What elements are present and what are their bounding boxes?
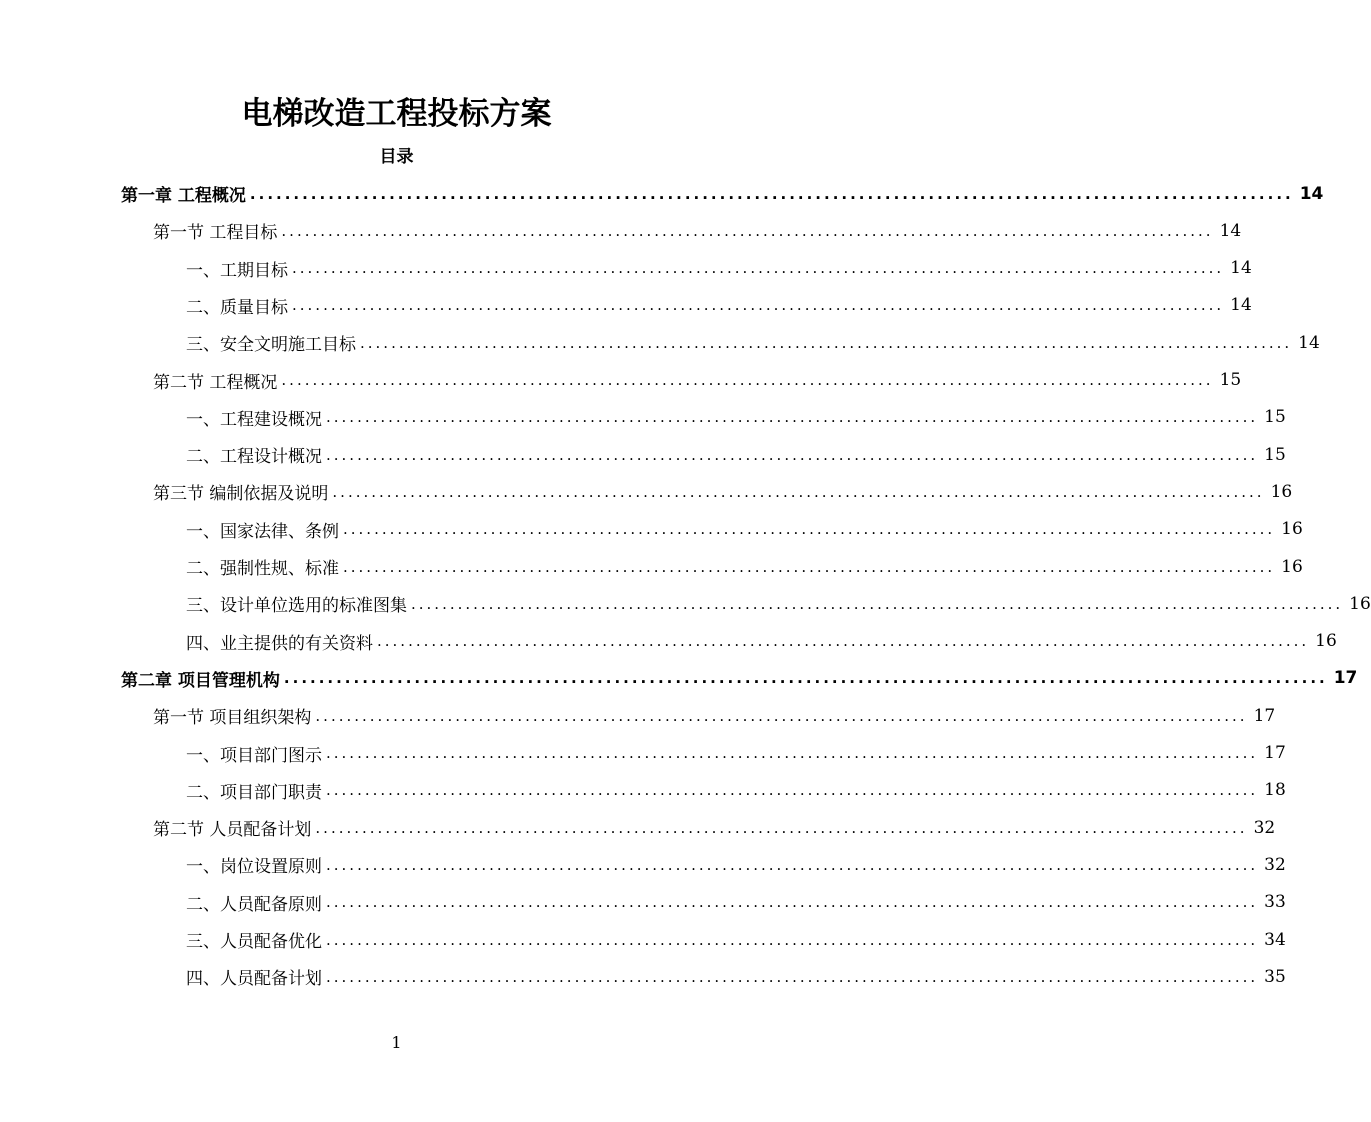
toc-entry-page: 16 bbox=[1315, 631, 1337, 652]
toc-entry-page: 32 bbox=[1253, 817, 1276, 838]
toc-entry[interactable] bbox=[153, 697, 1276, 734]
toc-dot-leader: ........................................................................................................................ bbox=[377, 632, 1310, 651]
toc-entry[interactable] bbox=[186, 623, 1337, 660]
toc-entry-label: 一、项目部门图示 bbox=[186, 745, 322, 766]
toc-entry-label: 一、工程建设概况 bbox=[186, 409, 322, 430]
toc-entry[interactable] bbox=[186, 846, 1286, 883]
toc-entry-label: 第二节 工程概况 bbox=[153, 372, 278, 393]
toc-entry-page: 14 bbox=[1219, 220, 1242, 241]
toc-entry-label: 第二章 项目管理机构 bbox=[121, 670, 280, 691]
toc-entry[interactable] bbox=[186, 772, 1286, 809]
toc-entry-page: 16 bbox=[1281, 556, 1303, 577]
toc-entry-page: 18 bbox=[1264, 780, 1286, 801]
toc-entry[interactable] bbox=[186, 735, 1286, 772]
toc-dot-leader: ........................................................................................................................ bbox=[326, 893, 1259, 912]
toc-entry-label: 二、工程设计概况 bbox=[186, 447, 322, 468]
toc-entry-page: 14 bbox=[1299, 183, 1324, 204]
toc-entry-page: 15 bbox=[1219, 370, 1242, 390]
toc-entry-label: 二、强制性规、标准 bbox=[186, 559, 339, 579]
toc-entry-page: 35 bbox=[1264, 966, 1286, 987]
toc-entry[interactable] bbox=[186, 324, 1320, 361]
toc-entry[interactable] bbox=[186, 511, 1303, 548]
toc-entry-page: 33 bbox=[1264, 892, 1286, 913]
toc-entry[interactable] bbox=[121, 175, 1324, 212]
toc-entry-page: 15 bbox=[1264, 444, 1286, 465]
toc-entry-label: 第一节 项目组织架构 bbox=[153, 708, 312, 729]
toc-entry-label: 第二节 人员配备计划 bbox=[153, 820, 312, 841]
toc-entry[interactable] bbox=[186, 585, 1371, 622]
toc-entry-label: 一、工期目标 bbox=[186, 260, 288, 281]
toc-dot-leader: ........................................................................................................................ bbox=[343, 557, 1276, 576]
toc-dot-leader: ........................................................................................................................ bbox=[343, 520, 1276, 539]
toc-entry-label: 四、人员配备计划 bbox=[186, 969, 322, 990]
toc-entry-label: 一、国家法律、条例 bbox=[186, 521, 339, 542]
toc-entry-label: 二、人员配备原则 bbox=[186, 894, 322, 915]
toc-entry-label: 二、质量目标 bbox=[186, 297, 288, 318]
toc-entry[interactable] bbox=[153, 473, 1293, 510]
toc-entry-page: 16 bbox=[1281, 519, 1303, 540]
toc-dot-leader: ........................................................................................................................ bbox=[249, 184, 1294, 203]
toc-dot-leader: ........................................................................................................................ bbox=[315, 818, 1248, 837]
toc-entry-label: 四、业主提供的有关资料 bbox=[186, 633, 373, 654]
toc-dot-leader: ........................................................................................................................ bbox=[281, 221, 1214, 240]
toc-dot-leader: ........................................................................................................................ bbox=[326, 855, 1259, 874]
toc-dot-leader: ........................................................................................................................ bbox=[283, 669, 1328, 688]
toc-entry-label: 一、岗位设置原则 bbox=[186, 857, 322, 878]
document-title: 电梯改造工程投标方案 bbox=[241, 96, 552, 132]
toc-dot-leader: ........................................................................................................................ bbox=[292, 259, 1225, 278]
toc-entry[interactable] bbox=[186, 436, 1286, 473]
toc-entry[interactable] bbox=[153, 362, 1242, 399]
toc-entry-label: 第三节 编制依据及说明 bbox=[153, 484, 329, 505]
toc-dot-leader: ........................................................................................................................ bbox=[326, 408, 1259, 427]
toc-entry-label: 第一章 工程概况 bbox=[121, 186, 246, 206]
toc-entry[interactable] bbox=[121, 660, 1358, 697]
toc-entry[interactable] bbox=[186, 921, 1286, 958]
toc-entry[interactable] bbox=[186, 958, 1286, 995]
toc-dot-leader: ........................................................................................................................ bbox=[326, 930, 1259, 949]
toc-dot-leader: ........................................................................................................................ bbox=[292, 296, 1225, 315]
toc-entry-page: 17 bbox=[1333, 668, 1358, 689]
toc-entry-page: 14 bbox=[1230, 295, 1252, 316]
toc-dot-leader: ........................................................................................................................ bbox=[411, 594, 1344, 613]
toc-dot-leader: ........................................................................................................................ bbox=[326, 967, 1259, 986]
toc-entry[interactable] bbox=[153, 809, 1276, 846]
toc-entry[interactable] bbox=[153, 212, 1242, 249]
toc-entry[interactable] bbox=[186, 399, 1286, 436]
toc-dot-leader: ........................................................................................................................ bbox=[281, 371, 1214, 389]
toc-entry-page: 16 bbox=[1349, 593, 1371, 614]
toc-entry[interactable] bbox=[186, 287, 1252, 324]
toc-entry[interactable] bbox=[186, 548, 1303, 585]
toc-entry-page: 17 bbox=[1253, 705, 1276, 726]
toc-entry[interactable] bbox=[186, 250, 1252, 287]
toc-entry-label: 三、安全文明施工目标 bbox=[186, 335, 356, 356]
toc-entry-page: 32 bbox=[1264, 854, 1286, 875]
toc-dot-leader: ........................................................................................................................ bbox=[332, 482, 1265, 501]
toc-entry-page: 14 bbox=[1298, 332, 1320, 353]
toc-entry-page: 34 bbox=[1264, 929, 1286, 950]
toc-entry-label: 三、设计单位选用的标准图集 bbox=[186, 596, 407, 617]
toc-entry-label: 三、人员配备优化 bbox=[186, 932, 322, 952]
toc-entry-page: 17 bbox=[1264, 743, 1286, 763]
toc-dot-leader: ........................................................................................................................ bbox=[326, 744, 1259, 762]
toc-entry-page: 15 bbox=[1264, 407, 1286, 428]
toc-entry-label: 二、项目部门职责 bbox=[186, 782, 322, 803]
toc-dot-leader: ........................................................................................................................ bbox=[360, 333, 1293, 352]
toc-entry[interactable] bbox=[186, 884, 1286, 921]
toc-heading: 目录 bbox=[379, 147, 414, 167]
toc-dot-leader: ........................................................................................................................ bbox=[326, 445, 1259, 464]
toc-dot-leader: ........................................................................................................................ bbox=[315, 706, 1248, 725]
page-number: 1 bbox=[391, 1033, 402, 1052]
toc-entry-page: 16 bbox=[1270, 481, 1293, 502]
toc-entry-label: 第一节 工程目标 bbox=[153, 223, 278, 244]
toc-dot-leader: ........................................................................................................................ bbox=[326, 781, 1259, 800]
toc-entry-page: 14 bbox=[1230, 258, 1252, 279]
